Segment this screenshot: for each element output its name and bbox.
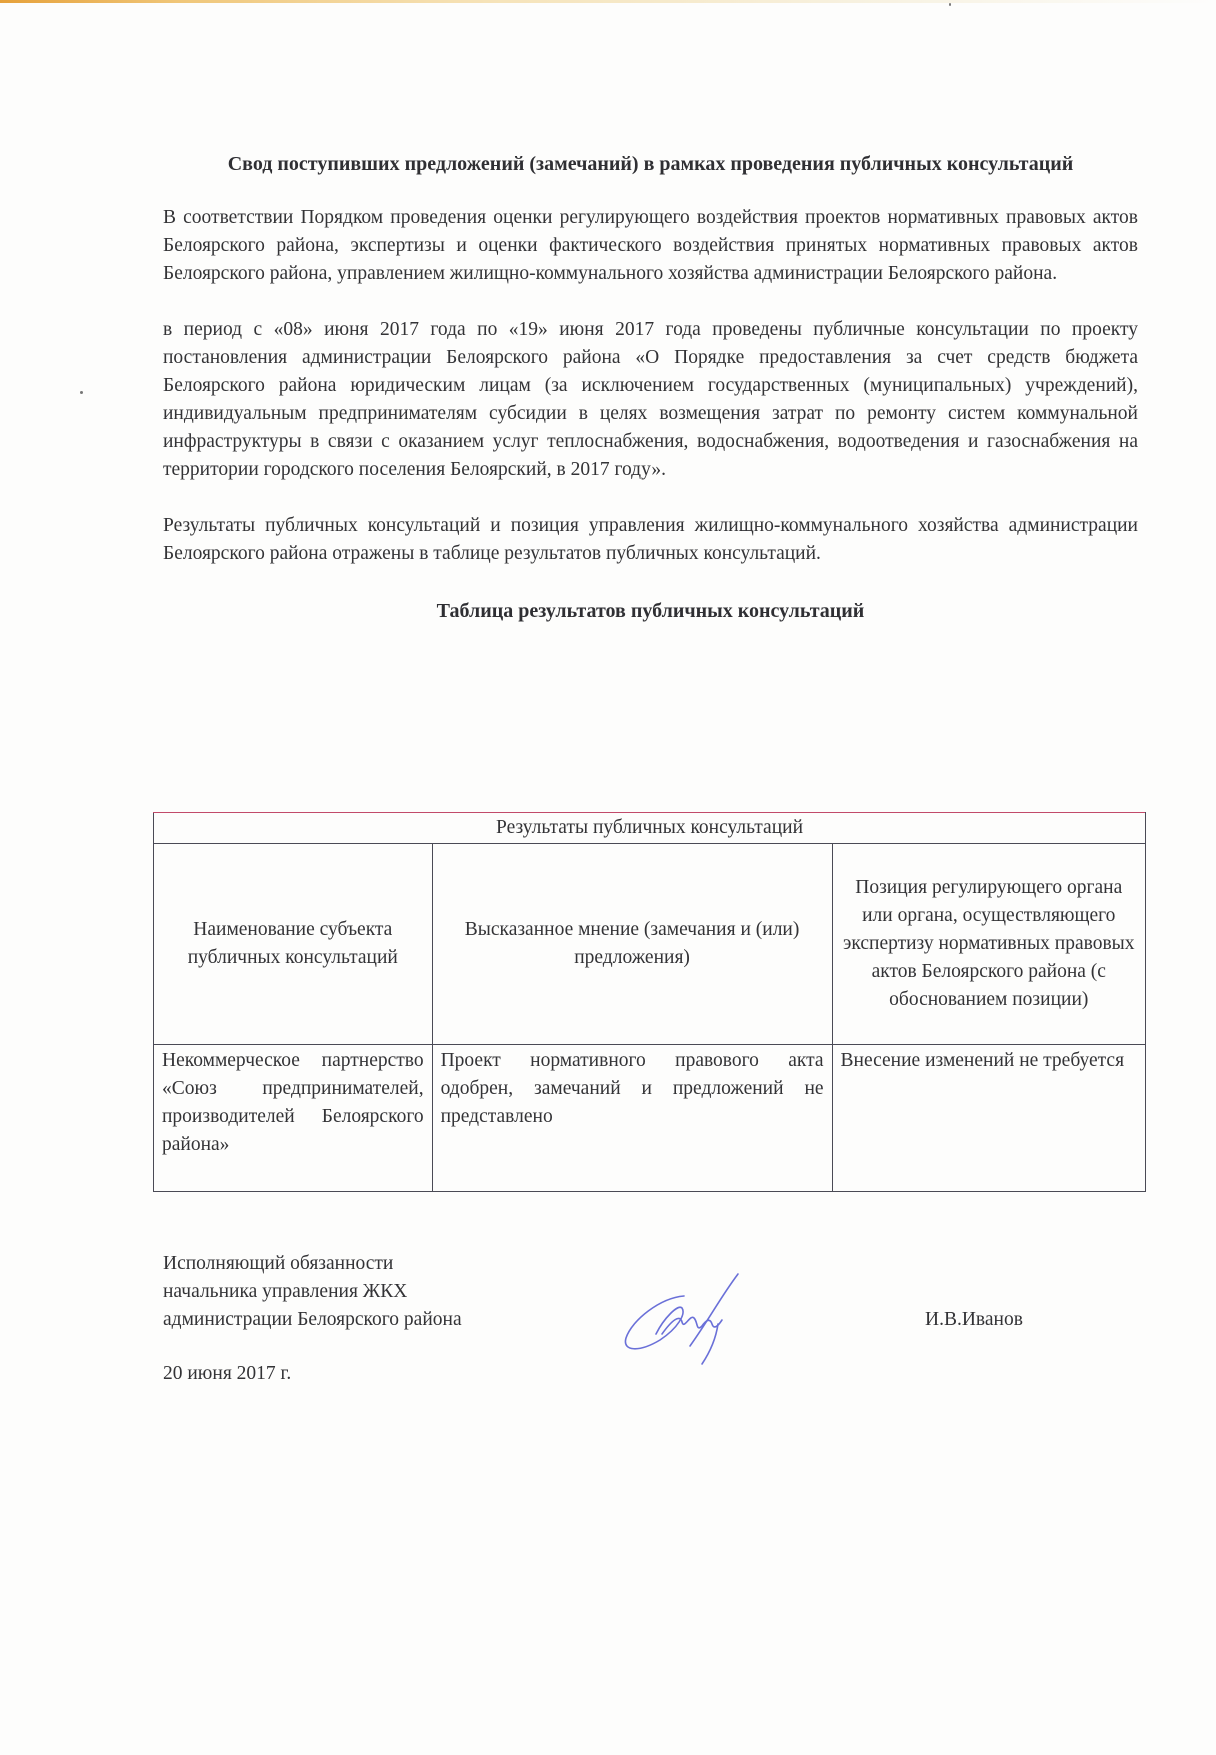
scan-speck bbox=[80, 391, 83, 394]
column-header-subject: Наименование субъекта публичных консультаций bbox=[154, 844, 433, 1045]
document-title: Свод поступивших предложений (замечаний) в рамках проведения публичных консультаций bbox=[227, 153, 1074, 175]
column-header-opinion: Высказанное мнение (замечания и (или) предложения) bbox=[432, 844, 832, 1045]
signer-name: И.В.Иванов bbox=[925, 1309, 1023, 1330]
table-group-header-row bbox=[154, 813, 1146, 844]
paragraph-intro: В соответствии Порядком проведения оценки регулирующего воздействия проектов нормативных правовых актов Белоярского района, экспертизы и оценки фактического воздействия принятых нормативных правовых актов Белоярского района, управлением жилищно-коммунального хозяйства администрации Белоярского района. bbox=[163, 207, 1138, 284]
cell-opinion: Проект нормативного правового акта одобрен, замечаний и предложений не представлено bbox=[432, 1045, 832, 1192]
table-group-header: Результаты публичных консультаций bbox=[154, 813, 1146, 844]
signature-block bbox=[163, 1250, 1063, 1388]
signer-position-line-1: Исполняющий обязанности bbox=[163, 1253, 394, 1274]
table-title: Таблица результатов публичных консультаций bbox=[436, 600, 865, 622]
handwritten-signature-icon bbox=[620, 1268, 760, 1368]
results-table bbox=[153, 812, 1146, 1192]
column-header-position: Позиция регулирующего органа или органа, осуществляющего экспертизу нормативных правовых актов Белоярского района (с обоснованием позиции) bbox=[832, 844, 1145, 1045]
signer-position-line-2: начальника управления ЖКХ bbox=[163, 1281, 408, 1302]
document-page bbox=[162, 150, 1138, 1155]
cell-subject: Некоммерческое партнерство «Союз предпринимателей, производителей Белоярского района» bbox=[154, 1045, 433, 1192]
signer-position-line-3: администрации Белоярского района bbox=[163, 1309, 462, 1330]
document-date: 20 июня 2017 г. bbox=[163, 1363, 292, 1384]
paragraph-results: Результаты публичных консультаций и позиция управления жилищно-коммунального хозяйства администрации Белоярского района отражены в таблице результатов публичных консультаций. bbox=[163, 515, 1138, 564]
table-row bbox=[154, 1045, 1146, 1192]
paragraph-period: в период с «08» июня 2017 года по «19» июня 2017 года проведены публичные консультации по проекту постановления администрации Белоярского района «О Порядке предоставления за счет средств бюджета Белоярского района юридическим лицам (за исключением государственных (муниципальных) учреждений), индивидуальным предпринимателям субсидии в целях возмещения затрат по ремонту систем коммунальной инфраструктуры в связи с оказанием услуг теплоснабжения, водоснабжения, водоотведения и газоснабжения на территории городского поселения Белоярский, в 2017 году». bbox=[163, 319, 1138, 480]
scan-edge-stripe bbox=[0, 0, 1216, 3]
cell-position: Внесение изменений не требуется bbox=[832, 1045, 1145, 1192]
scan-speck bbox=[949, 3, 951, 6]
table-header-row bbox=[154, 844, 1146, 1045]
